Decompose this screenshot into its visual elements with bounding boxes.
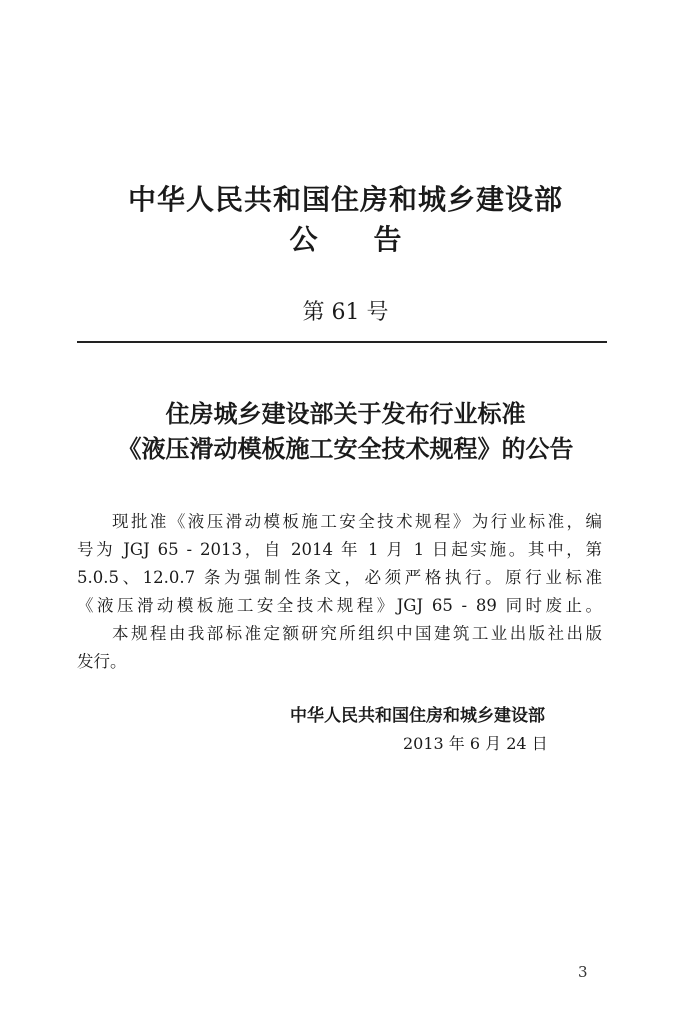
page-number: 3 bbox=[578, 963, 588, 981]
signature-organization: 中华人民共和国住房和城乡建设部 bbox=[290, 706, 545, 726]
body-line: 号为 JGJ 65 - 2013，自 2014 年 1 月 1 日起实施。其中，第 bbox=[77, 540, 602, 559]
signature-date: 2013 年 6 月 24 日 bbox=[403, 734, 548, 753]
header-divider bbox=[77, 341, 607, 343]
body-line: 5.0.5、12.0.7 条为强制性条文，必须严格执行。原行业标准 bbox=[77, 568, 602, 587]
announcement-title-line-2: 《液压滑动模板施工安全技术规程》的公告 bbox=[117, 434, 574, 463]
body-line: 发行。 bbox=[77, 652, 127, 671]
body-line: 《液压滑动模板施工安全技术规程》JGJ 65 - 89 同时废止。 bbox=[77, 596, 602, 615]
document-type-char-2: 告 bbox=[373, 223, 402, 256]
body-line: 本规程由我部标准定额研究所组织中国建筑工业出版社出版 bbox=[112, 624, 602, 643]
document-type bbox=[0, 222, 691, 258]
body-line: 现批准《液压滑动模板施工安全技术规程》为行业标准，编 bbox=[112, 512, 602, 531]
announcement-title-line-1: 住房城乡建设部关于发布行业标准 bbox=[165, 399, 526, 428]
announcement-number: 第 61 号 bbox=[302, 300, 389, 325]
document-type-char-1: 公 bbox=[289, 223, 318, 256]
issuing-ministry: 中华人民共和国住房和城乡建设部 bbox=[127, 183, 563, 216]
